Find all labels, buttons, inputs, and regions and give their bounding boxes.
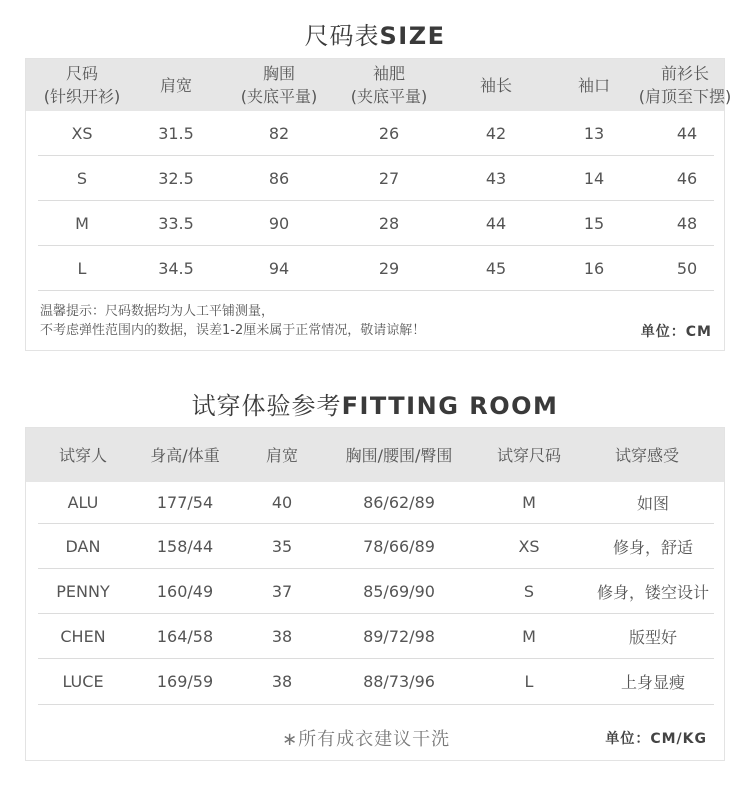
fitting-header-height-weight: 身高/体重 (150, 445, 220, 465)
size-header-chest (224, 59, 334, 111)
table-cell: M (522, 626, 536, 646)
table-cell: 27 (378, 168, 400, 188)
table-cell: 14 (583, 168, 605, 188)
table-cell: 88/73/96 (363, 672, 435, 691)
size-header-front-length (622, 59, 748, 111)
table-cell: 82 (268, 123, 290, 143)
table-cell: 37 (271, 581, 293, 601)
header-subtext: (夹底平量) (240, 87, 318, 106)
table-cell: 40 (271, 493, 293, 512)
fitting-header-shoulder: 肩宽 (265, 445, 298, 465)
table-cell: 修身，舒适 (612, 537, 693, 557)
table-cell: PENNY (56, 581, 110, 601)
table-cell: S (76, 168, 88, 188)
size-note (40, 302, 425, 340)
table-cell: 34.5 (158, 258, 194, 278)
size-table-title (0, 16, 750, 51)
table-cell: DAN (65, 536, 101, 556)
table-cell: 32.5 (158, 168, 194, 188)
size-title-cn: 尺码表 (304, 22, 380, 50)
table-row (38, 569, 714, 614)
header-text: 肩宽 (159, 75, 192, 95)
table-row (38, 111, 714, 156)
table-row (38, 482, 714, 524)
table-cell: 26 (378, 123, 400, 143)
table-row (38, 246, 714, 291)
table-cell: XS (71, 123, 93, 143)
table-cell: 31.5 (158, 123, 194, 143)
table-cell: ALU (67, 493, 99, 512)
fitting-table-title (0, 386, 750, 421)
dry-clean-note: ∗所有成衣建议干洗 (282, 729, 451, 750)
size-header-sleeve-width (334, 59, 444, 111)
table-cell: 13 (583, 123, 605, 143)
table-cell: 29 (378, 258, 400, 278)
table-row (38, 659, 714, 705)
size-table-header (26, 59, 732, 111)
header-subtext: (夹底平量) (350, 87, 428, 106)
table-cell: 46 (676, 168, 698, 188)
table-cell: 86 (268, 168, 290, 188)
table-cell: 44 (485, 213, 507, 233)
table-cell: 90 (268, 213, 290, 233)
table-cell: LUCE (62, 672, 104, 691)
table-cell: 164/58 (156, 626, 214, 646)
table-cell: L (77, 258, 87, 278)
header-subtext: (针织开衫) (43, 87, 121, 106)
table-cell: 15 (583, 213, 605, 233)
table-row (38, 524, 714, 569)
size-note-line1: 温馨提示：尺码数据均为人工平铺测量， (40, 304, 275, 319)
table-cell: 85/69/90 (363, 581, 435, 601)
fitting-header-tester: 试穿人 (58, 445, 107, 465)
table-row (38, 156, 714, 201)
fitting-title-cn: 试穿体验参考 (191, 392, 342, 420)
table-cell: 48 (676, 213, 698, 233)
table-cell: 86/62/89 (363, 493, 435, 512)
table-cell: 177/54 (156, 493, 214, 512)
table-cell: 42 (485, 123, 507, 143)
table-cell: 45 (485, 258, 507, 278)
table-cell: 50 (676, 258, 698, 278)
table-cell: 44 (676, 123, 698, 143)
size-header-sleeve-length (456, 59, 536, 111)
table-cell: M (522, 493, 536, 512)
table-cell: 89/72/98 (363, 626, 435, 646)
header-text: 袖口 (577, 75, 610, 95)
table-cell: 94 (268, 258, 290, 278)
size-unit-label: 单位：CM (640, 324, 712, 340)
table-cell: 35 (271, 536, 293, 556)
header-text: 前衫长 (660, 64, 709, 83)
fitting-unit-label: 单位：CM/KG (605, 731, 707, 747)
size-table-card (25, 58, 732, 351)
table-cell: 38 (271, 626, 293, 646)
size-header-shoulder (136, 59, 216, 111)
table-row (38, 201, 714, 246)
header-text: 尺码 (65, 64, 98, 83)
table-cell: 版型好 (628, 627, 677, 647)
fitting-header-size: 试穿尺码 (496, 445, 561, 465)
fitting-header-feedback: 试穿感受 (614, 445, 679, 465)
table-cell: 43 (485, 168, 507, 188)
header-subtext: (肩顶至下摆) (638, 87, 732, 106)
header-text: 袖肥 (372, 64, 405, 83)
fitting-table-header (26, 428, 724, 482)
table-cell: 78/66/89 (363, 536, 435, 556)
table-row (38, 614, 714, 659)
table-cell: 28 (378, 213, 400, 233)
table-cell: 158/44 (156, 536, 214, 556)
table-cell: 如图 (636, 494, 669, 513)
table-cell: CHEN (60, 626, 106, 646)
size-title-en: SIZE (379, 22, 446, 50)
table-cell: 33.5 (158, 213, 194, 233)
size-header-size (42, 59, 122, 111)
header-text: 袖长 (479, 75, 512, 95)
table-cell: 16 (583, 258, 605, 278)
table-cell: 169/59 (156, 672, 214, 691)
fitting-title-en: FITTING ROOM (341, 392, 559, 420)
table-cell: 160/49 (156, 581, 214, 601)
size-note-line2: 不考虑弹性范围内的数据，误差1-2厘米属于正常情况，敬请谅解！ (40, 323, 426, 338)
table-cell: XS (518, 536, 540, 556)
table-cell: 38 (271, 672, 293, 691)
fitting-header-measurements: 胸围/腰围/臀围 (345, 445, 453, 465)
header-text: 胸围 (262, 64, 295, 83)
table-cell: 上身显瘦 (620, 673, 685, 692)
table-cell: 修身，镂空设计 (596, 582, 709, 602)
table-cell: M (75, 213, 89, 233)
table-cell: S (523, 581, 535, 601)
table-cell: L (524, 672, 534, 691)
fitting-table-card (25, 427, 725, 761)
